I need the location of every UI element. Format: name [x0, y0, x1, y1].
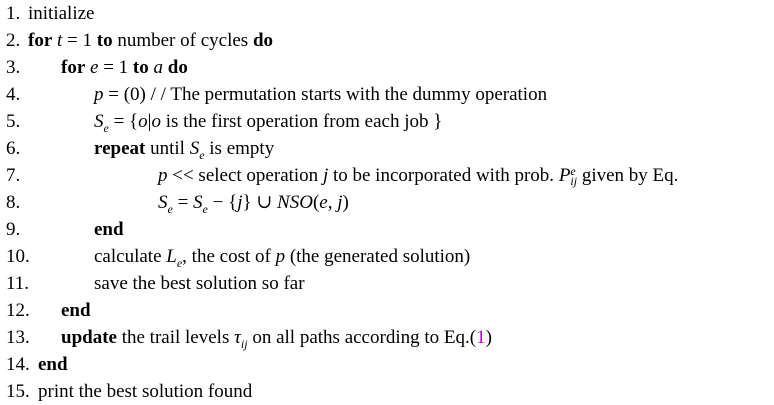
code-text: = 1	[98, 57, 133, 78]
line-code	[28, 27, 273, 54]
algorithm-line	[0, 243, 774, 270]
line-number: 12.	[6, 300, 30, 321]
keyword: for	[28, 30, 53, 51]
line-code	[158, 189, 349, 216]
line-number: 4.	[6, 84, 21, 105]
math-symbol: a	[153, 57, 163, 78]
code-text: given by Eq.	[577, 165, 679, 186]
keyword: update	[61, 327, 117, 348]
math-symbol: j	[322, 165, 329, 186]
line-number: 14.	[6, 354, 30, 375]
algorithm-line	[0, 0, 774, 27]
math-subscript: ij	[240, 336, 248, 351]
keyword: end	[38, 354, 68, 375]
algorithm-line	[0, 81, 774, 108]
math-symbol: o	[138, 111, 148, 132]
equation-reference-link[interactable]: 1	[476, 327, 486, 348]
code-text: = (0) / / The permutation starts with the dummy operation	[103, 84, 548, 105]
keyword: repeat	[94, 138, 146, 159]
algorithm-line	[0, 162, 774, 189]
line-code	[61, 54, 188, 81]
math-symbol: S	[94, 111, 104, 132]
line-number: 7.	[6, 165, 21, 186]
code-text: print the best solution found	[38, 381, 253, 402]
algorithm-line	[0, 270, 774, 297]
math-symbol: p	[158, 165, 168, 186]
code-text: ,	[327, 192, 338, 213]
code-text: |	[147, 111, 152, 132]
line-code	[94, 243, 470, 270]
code-text: = {	[108, 111, 139, 132]
math-symbol: p	[94, 84, 104, 105]
algorithm-line	[0, 189, 774, 216]
math-subscript: e	[103, 120, 109, 135]
keyword: do	[252, 30, 274, 51]
math-superscript-subscript: e ij	[570, 163, 578, 188]
line-code	[61, 297, 91, 324]
math-symbol: S	[158, 192, 168, 213]
code-text: calculate	[94, 246, 167, 267]
line-number: 11.	[6, 273, 30, 294]
line-number: 6.	[6, 138, 21, 159]
keyword: to	[96, 30, 113, 51]
line-code	[94, 216, 124, 243]
line-code	[94, 108, 442, 135]
code-text: is the first operation from each job }	[160, 111, 443, 132]
algorithm-line	[0, 108, 774, 135]
line-number: 1.	[6, 3, 21, 24]
keyword: end	[94, 219, 124, 240]
math-subscript: e	[202, 201, 208, 216]
code-text: on all paths according to Eq.(	[247, 327, 477, 348]
math-symbol: τ	[234, 327, 241, 348]
code-text: until	[145, 138, 190, 159]
keyword: end	[61, 300, 91, 321]
math-subscript: e	[199, 147, 205, 162]
math-symbol: o	[151, 111, 161, 132]
code-text: << select operation	[167, 165, 323, 186]
math-symbol: t	[57, 30, 63, 51]
math-symbol: P	[558, 165, 571, 186]
code-text: to be incorporated with prob.	[328, 165, 559, 186]
code-text: )	[485, 327, 492, 348]
math-subscript: e	[167, 201, 173, 216]
algorithm-line	[0, 27, 774, 54]
code-text: =	[172, 192, 194, 213]
algorithm-line	[0, 216, 774, 243]
line-code	[158, 162, 678, 189]
line-code	[61, 324, 492, 351]
line-code	[28, 0, 94, 27]
line-code	[94, 135, 274, 162]
math-symbol: p	[275, 246, 286, 267]
algorithm-line	[0, 54, 774, 81]
line-number: 10.	[6, 246, 30, 267]
code-text: } ∪	[242, 192, 278, 213]
line-number: 3.	[6, 57, 21, 78]
line-number: 2.	[6, 30, 21, 51]
code-text: number of cycles	[112, 30, 253, 51]
math-subscript: e	[176, 255, 183, 270]
line-number: 13.	[6, 327, 30, 348]
code-text: (	[312, 192, 320, 213]
math-symbol: e	[90, 57, 99, 78]
math-symbol: S	[189, 138, 200, 159]
math-symbol: NSO	[277, 192, 313, 213]
math-symbol: j	[337, 192, 343, 213]
code-text: the trail levels	[116, 327, 235, 348]
code-text: − {	[207, 192, 238, 213]
math-symbol: S	[193, 192, 203, 213]
line-number: 15.	[6, 381, 30, 402]
line-code	[38, 351, 68, 378]
math-symbol: L	[166, 246, 177, 267]
line-code	[94, 270, 305, 297]
line-number: 9.	[6, 219, 21, 240]
code-text: save the best solution so far	[94, 273, 305, 294]
algorithm-line	[0, 324, 774, 351]
code-text: is empty	[204, 138, 275, 159]
algorithm-line	[0, 351, 774, 378]
algorithm-line	[0, 378, 774, 405]
code-text: )	[342, 192, 349, 213]
code-text: initialize	[28, 3, 95, 24]
line-code	[38, 378, 252, 405]
math-symbol: j	[237, 192, 243, 213]
algorithm-line	[0, 135, 774, 162]
keyword: to	[132, 57, 149, 78]
keyword: for	[61, 57, 86, 78]
line-number: 5.	[6, 111, 21, 132]
math-symbol: e	[319, 192, 328, 213]
code-text: , the cost of	[182, 246, 276, 267]
line-code	[94, 81, 547, 108]
keyword: do	[167, 57, 188, 78]
code-text: (the generated solution)	[285, 246, 471, 267]
line-number: 8.	[6, 192, 21, 213]
code-text: = 1	[62, 30, 97, 51]
algorithm-line	[0, 297, 774, 324]
